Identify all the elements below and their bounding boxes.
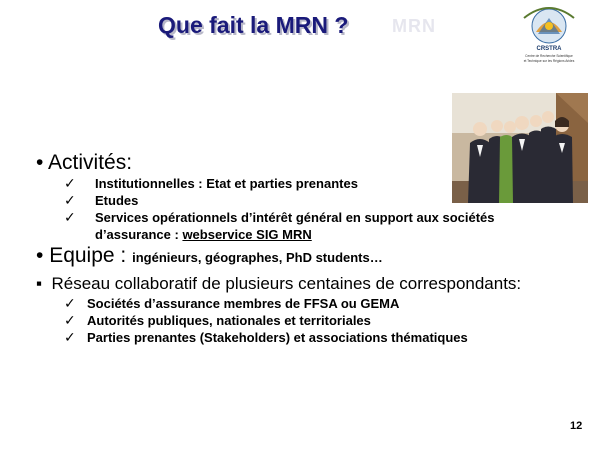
slide-title: Que fait la MRN ? bbox=[158, 12, 349, 38]
checkmark-icon: ✓ bbox=[64, 192, 76, 208]
list-item: ✓ Sociétés d’assurance membres de FFSA ou GEMA bbox=[64, 295, 400, 311]
bullet-reseau: ▪ Réseau collaboratif de plusieurs centaines de correspondants: bbox=[36, 274, 522, 293]
checkmark-icon: ✓ bbox=[64, 295, 76, 311]
checkmark-icon: ✓ bbox=[64, 209, 76, 225]
list-item: ✓ Services opérationnels d’intérêt général en support aux sociétés d’assurance : webservice SIG MRN bbox=[64, 209, 495, 242]
bullet-equipe: • Equipe : ingénieurs, géographes, PhD students… bbox=[36, 244, 383, 267]
list-item: ✓ Parties prenantes (Stakeholders) et associations thématiques bbox=[64, 329, 468, 345]
bullet-equipe-detail: ingénieurs, géographes, PhD students… bbox=[132, 250, 383, 265]
bullet-activites: • Activités: bbox=[36, 151, 133, 174]
list-item: ✓ Autorités publiques, nationales et territoriales bbox=[64, 312, 371, 328]
bullet-list bbox=[36, 150, 591, 346]
logo-line2: et Technique sur les Régions Arides bbox=[523, 59, 575, 63]
checkmark-icon: ✓ bbox=[64, 312, 76, 328]
bullet-activites-label: Activités bbox=[48, 151, 127, 174]
crstra-logo bbox=[514, 4, 584, 70]
logo-line1: Centre de Recherche Scientifique bbox=[525, 54, 573, 58]
title-watermark: MRN bbox=[392, 16, 436, 36]
page-number: 12 bbox=[570, 420, 583, 432]
list-item: ✓ Etudes bbox=[64, 192, 139, 208]
logo-name: CRSTRA bbox=[536, 46, 562, 52]
webservice-link[interactable]: webservice SIG MRN bbox=[182, 227, 312, 242]
list-item: ✓ Institutionnelles : Etat et parties prenantes bbox=[64, 175, 358, 191]
checkmark-icon: ✓ bbox=[64, 329, 76, 345]
checkmark-icon: ✓ bbox=[64, 175, 76, 191]
